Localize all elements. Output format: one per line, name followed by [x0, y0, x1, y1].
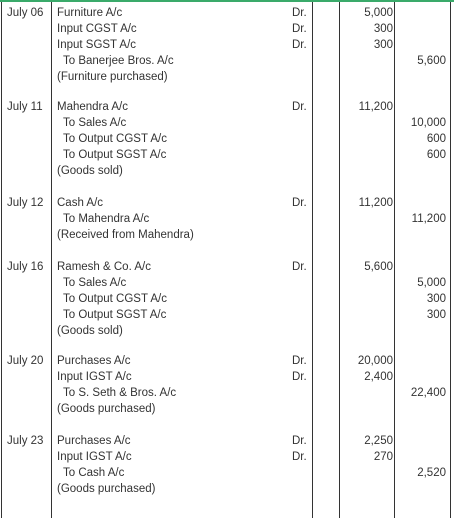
entry-line — [0, 53, 454, 69]
debit-amount: 5,600 — [364, 261, 393, 273]
entry-line — [0, 259, 454, 275]
dr-marker: Dr. — [292, 7, 307, 19]
dr-marker: Dr. — [292, 451, 307, 463]
particulars-text: (Goods purchased) — [57, 483, 156, 495]
dr-marker: Dr. — [292, 371, 307, 383]
debit-amount: 5,000 — [364, 7, 393, 19]
entry-date: July 20 — [7, 355, 44, 367]
entry-date: July 23 — [7, 435, 44, 447]
entry-line — [0, 465, 454, 481]
debit-amount: 11,200 — [358, 197, 393, 209]
entry-line — [0, 433, 454, 449]
particulars-text: To Sales A/c — [63, 277, 127, 289]
particulars-text: To Mahendra A/c — [63, 213, 150, 225]
particulars-text: Ramesh & Co. A/c — [57, 261, 151, 273]
debit-amount: 20,000 — [357, 355, 393, 367]
entry-date: July 16 — [7, 261, 44, 273]
dr-marker: Dr. — [292, 197, 307, 209]
entry-line — [0, 275, 454, 291]
credit-amount: 600 — [426, 149, 446, 161]
entry-line — [0, 211, 454, 227]
entry-line — [0, 481, 454, 497]
journal-entry — [0, 433, 454, 497]
entry-line — [0, 147, 454, 163]
entry-line — [0, 291, 454, 307]
dr-marker: Dr. — [292, 23, 307, 35]
particulars-text: To Banerjee Bros. A/c — [63, 55, 174, 67]
credit-amount: 5,000 — [417, 277, 446, 289]
dr-marker: Dr. — [292, 39, 307, 51]
credit-amount: 2,520 — [417, 467, 446, 479]
debit-amount: 11,200 — [358, 101, 393, 113]
particulars-text: Cash A/c — [57, 197, 104, 209]
entry-line — [0, 37, 454, 53]
debit-amount: 300 — [373, 23, 393, 35]
entry-date: July 06 — [7, 7, 44, 19]
entry-date: July 12 — [7, 197, 44, 209]
particulars-text: (Goods sold) — [57, 165, 123, 177]
particulars-text: Input CGST A/c — [57, 23, 137, 35]
particulars-text: Purchases A/c — [57, 435, 131, 447]
particulars-text: To Output CGST A/c — [63, 293, 167, 305]
particulars-text: (Goods purchased) — [57, 403, 156, 415]
journal-entry — [0, 99, 454, 179]
entry-date: July 11 — [7, 101, 43, 113]
entry-line — [0, 5, 454, 21]
entry-line — [0, 195, 454, 211]
particulars-text: Purchases A/c — [57, 355, 131, 367]
dr-marker: Dr. — [292, 435, 307, 447]
particulars-text: Input IGST A/c — [57, 451, 132, 463]
entry-line — [0, 69, 454, 85]
particulars-text: To Output SGST A/c — [63, 309, 167, 321]
particulars-text: (Goods sold) — [57, 325, 123, 337]
particulars-text: Input IGST A/c — [57, 371, 132, 383]
particulars-text: To Sales A/c — [63, 117, 127, 129]
particulars-text: Mahendra A/c — [57, 101, 128, 113]
particulars-text: To Output CGST A/c — [63, 133, 167, 145]
credit-amount: 10,000 — [410, 117, 446, 129]
entry-line — [0, 163, 454, 179]
dr-marker: Dr. — [292, 101, 307, 113]
entry-line — [0, 369, 454, 385]
entry-line — [0, 21, 454, 37]
journal-entry — [0, 195, 454, 243]
particulars-text: To Cash A/c — [63, 467, 125, 479]
journal-entry — [0, 5, 454, 85]
particulars-text: To S. Seth & Bros. A/c — [63, 387, 177, 399]
credit-amount: 300 — [426, 309, 446, 321]
particulars-text: Input SGST A/c — [57, 39, 137, 51]
particulars-text: (Received from Mahendra) — [57, 229, 194, 241]
debit-amount: 2,250 — [364, 435, 393, 447]
journal-entry — [0, 353, 454, 417]
entry-line — [0, 131, 454, 147]
credit-amount: 600 — [426, 133, 446, 145]
debit-amount: 2,400 — [364, 371, 393, 383]
journal-entry — [0, 259, 454, 339]
entry-line — [0, 99, 454, 115]
dr-marker: Dr. — [292, 261, 307, 273]
entry-line — [0, 307, 454, 323]
credit-amount: 5,600 — [417, 55, 446, 67]
debit-amount: 270 — [373, 451, 393, 463]
entry-line — [0, 353, 454, 369]
entry-line — [0, 115, 454, 131]
particulars-text: (Furniture purchased) — [57, 71, 168, 83]
credit-amount: 22,400 — [410, 387, 446, 399]
entry-line — [0, 449, 454, 465]
entry-line — [0, 227, 454, 243]
credit-amount: 11,200 — [411, 213, 446, 225]
particulars-text: To Output SGST A/c — [63, 149, 167, 161]
particulars-text: Furniture A/c — [57, 7, 123, 19]
top-border — [0, 0, 454, 2]
dr-marker: Dr. — [292, 355, 307, 367]
entry-line — [0, 323, 454, 339]
entry-line — [0, 401, 454, 417]
credit-amount: 300 — [426, 293, 446, 305]
debit-amount: 300 — [373, 39, 393, 51]
entry-line — [0, 385, 454, 401]
